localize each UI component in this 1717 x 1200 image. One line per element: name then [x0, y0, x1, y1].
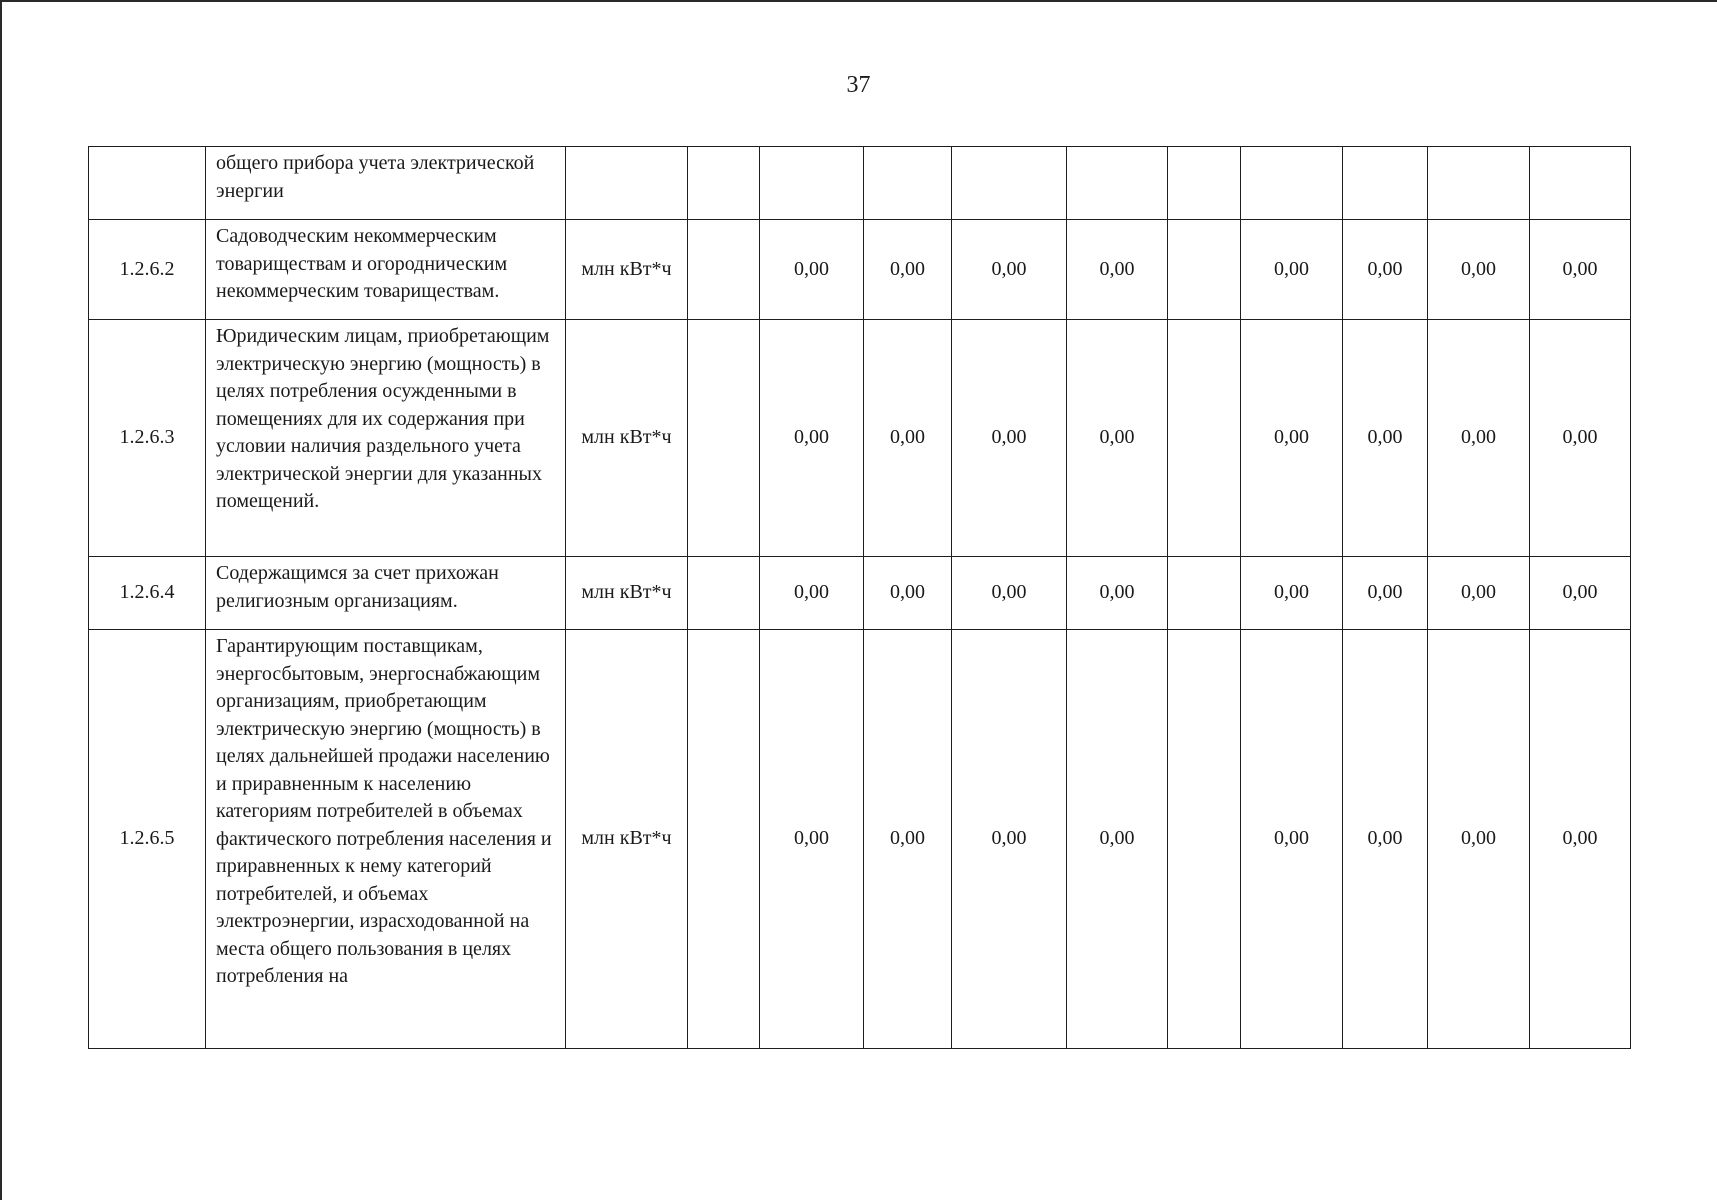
- scan-edge-left: [0, 0, 2, 1200]
- table-row: [89, 630, 1631, 1049]
- value-cell: 0,00: [864, 557, 952, 630]
- table-row: [89, 557, 1631, 630]
- value-cell: [1168, 147, 1241, 220]
- page-number: 37: [846, 72, 871, 98]
- value-cell: [1428, 147, 1530, 220]
- value-cell: 0,00: [1428, 320, 1530, 557]
- value-cell: 0,00: [864, 220, 952, 320]
- value-cell: [1168, 220, 1241, 320]
- value-cell: [1168, 630, 1241, 1049]
- value-cell: 0,00: [1343, 630, 1428, 1049]
- value-cell: 0,00: [1343, 220, 1428, 320]
- value-cell: 0,00: [1530, 220, 1631, 320]
- value-cell: [688, 147, 760, 220]
- value-cell: 0,00: [760, 557, 864, 630]
- value-cell: 0,00: [760, 320, 864, 557]
- scan-edge-top: [0, 0, 1717, 2]
- value-cell: 0,00: [1530, 630, 1631, 1049]
- value-cell: [1343, 147, 1428, 220]
- value-cell: [688, 220, 760, 320]
- value-cell: 0,00: [952, 557, 1067, 630]
- value-cell: 0,00: [1428, 630, 1530, 1049]
- value-cell: [1241, 147, 1343, 220]
- value-cell: [1530, 147, 1631, 220]
- value-cell: [952, 147, 1067, 220]
- description-cell: Юридическим лицам, приобретающим электрическую энергию (мощность) в целях потребления осужденными в помещениях для их содержания при условии наличия раздельного учета электрической энергии для указанных помещений.: [206, 320, 566, 557]
- value-cell: [864, 147, 952, 220]
- unit-cell: млн кВт*ч: [566, 557, 688, 630]
- description-cell: Содержащимся за счет прихожан религиозным организациям.: [206, 557, 566, 630]
- code-cell: [89, 147, 206, 220]
- value-cell: 0,00: [952, 320, 1067, 557]
- description-cell: общего прибора учета электрической энергии: [206, 147, 566, 220]
- value-cell: 0,00: [1241, 220, 1343, 320]
- table-row: [89, 147, 1631, 220]
- value-cell: [1067, 147, 1168, 220]
- value-cell: 0,00: [864, 630, 952, 1049]
- value-cell: 0,00: [952, 220, 1067, 320]
- unit-cell: млн кВт*ч: [566, 320, 688, 557]
- unit-cell: [566, 147, 688, 220]
- value-cell: 0,00: [864, 320, 952, 557]
- value-cell: 0,00: [1343, 320, 1428, 557]
- value-cell: [688, 557, 760, 630]
- value-cell: [760, 147, 864, 220]
- value-cell: 0,00: [1067, 630, 1168, 1049]
- value-cell: 0,00: [1067, 220, 1168, 320]
- data-table: [88, 146, 1631, 1049]
- value-cell: 0,00: [1241, 630, 1343, 1049]
- code-cell: 1.2.6.5: [89, 630, 206, 1049]
- value-cell: [688, 320, 760, 557]
- description-cell: Садоводческим некоммерческим товариществам и огородническим некоммерческим товариществам.: [206, 220, 566, 320]
- value-cell: 0,00: [1530, 320, 1631, 557]
- value-cell: [1168, 320, 1241, 557]
- value-cell: [1168, 557, 1241, 630]
- value-cell: 0,00: [1241, 557, 1343, 630]
- value-cell: 0,00: [1428, 220, 1530, 320]
- value-cell: 0,00: [760, 630, 864, 1049]
- table-row: [89, 220, 1631, 320]
- description-cell: Гарантирующим поставщикам, энергосбытовым, энергоснабжающим организациям, приобретающим электрическую энергию (мощность) в целях дальнейшей продажи населению и приравненным к населению категориям потребителей в объемах фактического потребления населения и приравненных к нему категорий потребителей, и объемах электроэнергии, израсходованной на места общего пользования в целях потребления на: [206, 630, 566, 1049]
- unit-cell: млн кВт*ч: [566, 630, 688, 1049]
- value-cell: [688, 630, 760, 1049]
- value-cell: 0,00: [760, 220, 864, 320]
- value-cell: 0,00: [1241, 320, 1343, 557]
- code-cell: 1.2.6.4: [89, 557, 206, 630]
- code-cell: 1.2.6.3: [89, 320, 206, 557]
- value-cell: 0,00: [1530, 557, 1631, 630]
- unit-cell: млн кВт*ч: [566, 220, 688, 320]
- code-cell: 1.2.6.2: [89, 220, 206, 320]
- value-cell: 0,00: [1428, 557, 1530, 630]
- table-row: [89, 320, 1631, 557]
- value-cell: 0,00: [1343, 557, 1428, 630]
- value-cell: 0,00: [952, 630, 1067, 1049]
- value-cell: 0,00: [1067, 557, 1168, 630]
- value-cell: 0,00: [1067, 320, 1168, 557]
